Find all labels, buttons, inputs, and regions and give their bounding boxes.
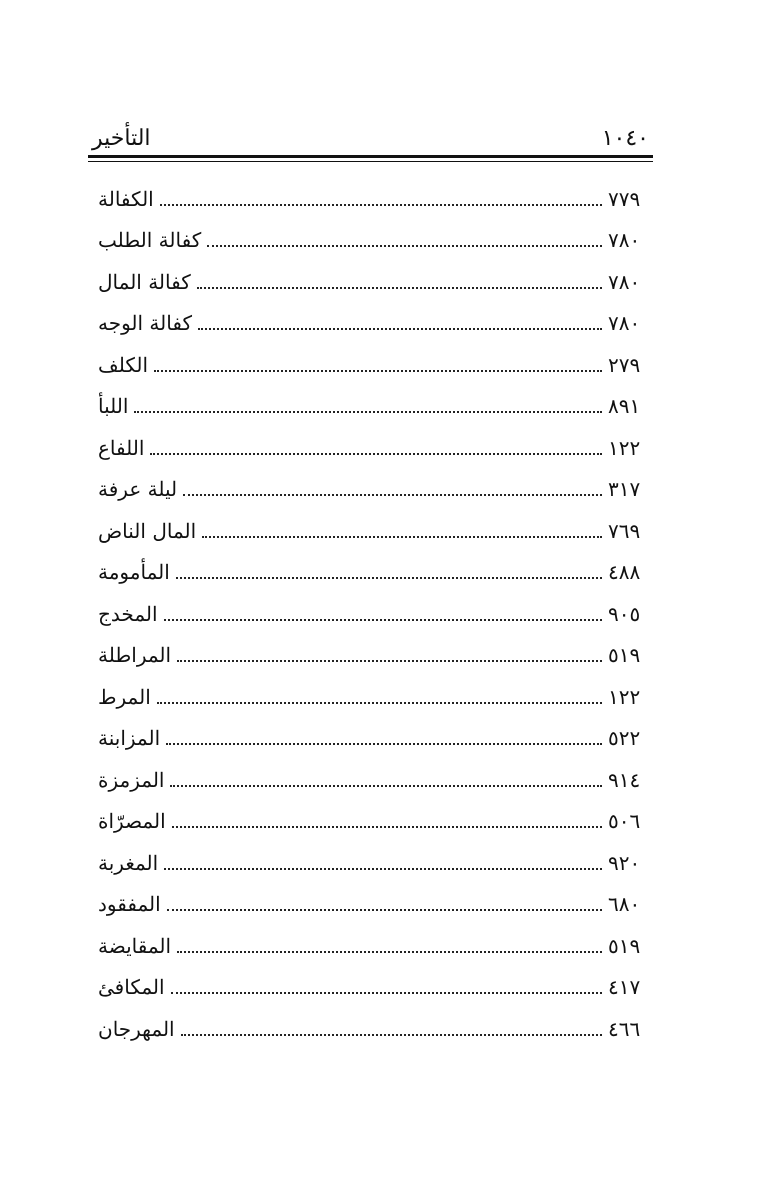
page-number: ١٠٤٠	[601, 126, 649, 151]
index-entry	[92, 842, 652, 884]
index-page-number: ٦٨٠	[608, 892, 641, 917]
index-entry	[92, 759, 652, 801]
index-term: كفالة الطلب	[98, 228, 202, 253]
index-page-number: ٤٨٨	[608, 560, 641, 585]
dot-leader	[202, 516, 602, 538]
index-page-number: ٧٨٠	[608, 269, 641, 294]
index-term: المرط	[98, 684, 151, 709]
dot-leader	[172, 806, 602, 828]
index-page-number: ٥١٩	[608, 643, 641, 668]
dot-leader	[164, 848, 602, 870]
index-term: المزمزة	[98, 767, 165, 792]
dot-leader	[167, 889, 602, 911]
dot-leader	[177, 640, 602, 662]
dot-leader	[197, 267, 602, 289]
index-term: اللفاع	[98, 435, 145, 460]
index-entry	[92, 427, 652, 469]
dot-leader	[160, 184, 602, 206]
dot-leader	[198, 308, 602, 330]
index-entry	[92, 386, 652, 428]
index-entry	[92, 593, 652, 635]
index-term: كفالة الوجه	[98, 311, 192, 336]
index-entry	[92, 469, 652, 511]
dot-leader	[150, 433, 602, 455]
index-term: الكلف	[98, 352, 149, 377]
index-entry	[92, 552, 652, 594]
index-list	[92, 178, 652, 1050]
index-entry	[92, 884, 652, 926]
index-page-number: ٤٦٦	[608, 1016, 641, 1041]
index-page-number: ٩١٤	[608, 767, 641, 792]
index-entry	[92, 261, 652, 303]
index-page-number: ٩٢٠	[608, 850, 641, 875]
header-title: التأخير	[92, 126, 151, 151]
index-entry	[92, 925, 652, 967]
dot-leader	[134, 391, 602, 413]
dot-leader	[166, 723, 602, 745]
index-term: المأمومة	[98, 560, 170, 585]
index-page-number: ٥٢٢	[608, 726, 641, 751]
dot-leader	[157, 682, 602, 704]
index-entry	[92, 220, 652, 262]
index-page-number: ٥١٩	[608, 933, 641, 958]
dot-leader	[176, 557, 602, 579]
index-term: المزابنة	[98, 726, 161, 751]
dot-leader	[164, 599, 602, 621]
dot-leader	[171, 972, 602, 994]
index-page-number: ٥٠٦	[608, 809, 641, 834]
index-entry	[92, 676, 652, 718]
index-entry	[92, 967, 652, 1009]
index-page-number: ٧٨٠	[608, 228, 641, 253]
index-page-number: ٩٠٥	[608, 601, 641, 626]
index-entry	[92, 1008, 652, 1050]
dot-leader	[181, 1014, 602, 1036]
dot-leader	[183, 474, 602, 496]
index-page-number: ٧٨٠	[608, 311, 641, 336]
index-page-number: ٧٧٩	[608, 186, 641, 211]
running-header	[88, 118, 653, 158]
index-term: كفالة المال	[98, 269, 191, 294]
index-term: الكفالة	[98, 186, 154, 211]
index-term: المال الناض	[98, 518, 197, 543]
index-entry	[92, 718, 652, 760]
index-term: المفقود	[98, 892, 161, 917]
index-term: المصرّاة	[98, 809, 166, 834]
index-page-number: ٢٧٩	[608, 352, 641, 377]
index-page-number: ٤١٧	[608, 975, 641, 1000]
dot-leader	[154, 350, 602, 372]
index-entry	[92, 303, 652, 345]
header-rule-thin	[88, 161, 653, 162]
index-page-number: ١٢٢	[608, 684, 641, 709]
index-entry	[92, 344, 652, 386]
index-entry	[92, 801, 652, 843]
index-term: المكافئ	[98, 975, 165, 1000]
index-page-number: ٧٦٩	[608, 518, 641, 543]
index-entry	[92, 635, 652, 677]
index-entry	[92, 510, 652, 552]
index-entry	[92, 178, 652, 220]
header-rule-thick	[88, 155, 653, 158]
dot-leader	[177, 931, 602, 953]
index-term: المغربة	[98, 850, 159, 875]
dot-leader	[207, 225, 602, 247]
index-page-number: ٨٩١	[608, 394, 641, 419]
index-term: المقايضة	[98, 933, 172, 958]
index-term: المراطلة	[98, 643, 172, 668]
index-term: اللبأ	[98, 394, 129, 419]
index-term: المخدج	[98, 601, 158, 626]
index-page-number: ٣١٧	[608, 477, 641, 502]
index-page-number: ١٢٢	[608, 435, 641, 460]
index-term: المهرجان	[98, 1016, 175, 1041]
index-term: ليلة عرفة	[98, 477, 178, 502]
dot-leader	[170, 765, 602, 787]
